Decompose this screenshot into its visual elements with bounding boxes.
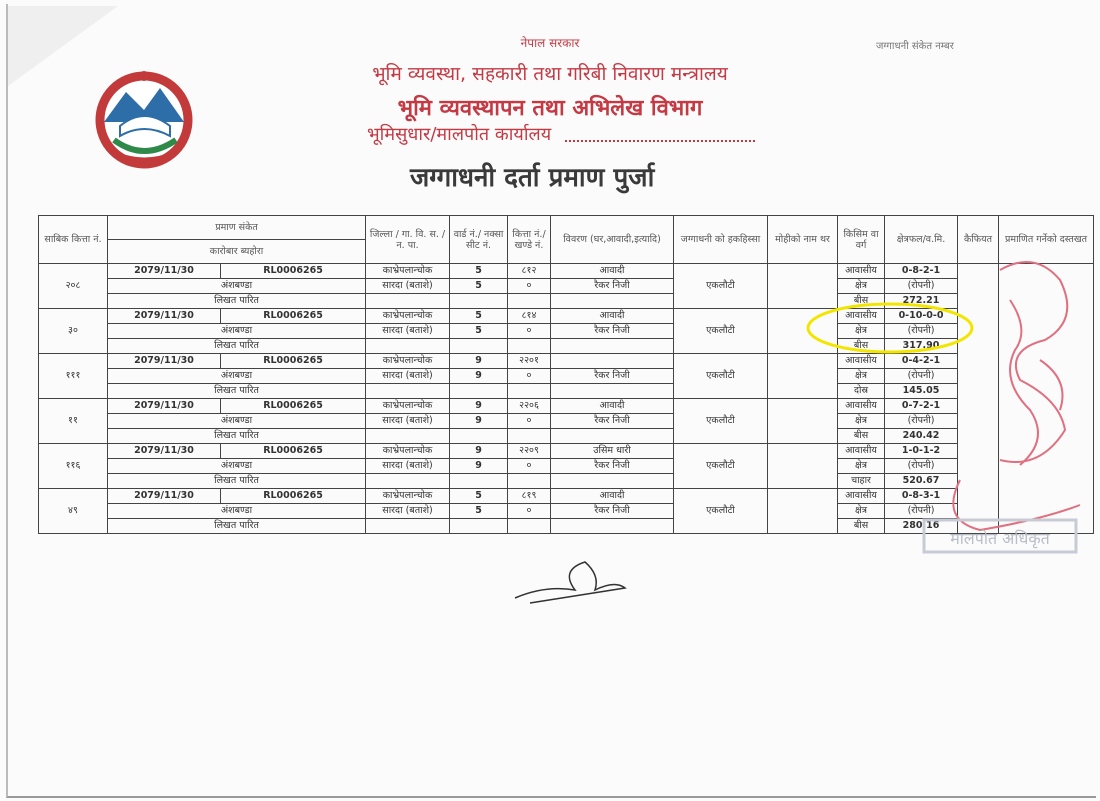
vdc-cell: सारदा (बताशे) bbox=[366, 279, 450, 294]
empty-cell bbox=[551, 339, 674, 354]
share-cell: एकलौटी bbox=[674, 309, 768, 354]
type-cell: क्षेत्र bbox=[838, 279, 885, 294]
code-cell: RL0006265 bbox=[221, 354, 366, 369]
type-cell: क्षेत्र bbox=[838, 414, 885, 429]
ward-cell: 9 bbox=[450, 399, 508, 414]
table-row bbox=[39, 459, 1094, 474]
tenant-cell bbox=[768, 309, 838, 354]
transaction-cell: लिखत पारित bbox=[108, 294, 366, 309]
empty-cell bbox=[551, 429, 674, 444]
description-cell: रैकर निजी bbox=[551, 504, 674, 519]
type-cell: बीस bbox=[838, 339, 885, 354]
ward-cell: 5 bbox=[450, 264, 508, 279]
description-cell: आवादी bbox=[551, 399, 674, 414]
tenant-cell bbox=[768, 489, 838, 534]
share-cell: एकलौटी bbox=[674, 354, 768, 399]
table-row bbox=[39, 444, 1094, 459]
header-proof-code: प्रमाण संकेत bbox=[108, 216, 366, 240]
table-row bbox=[39, 354, 1094, 369]
area-cell: 0-8-2-1 bbox=[885, 264, 958, 279]
table-row bbox=[39, 264, 1094, 279]
header-remarks: कैफियत bbox=[958, 216, 999, 264]
transaction-cell: लिखत पारित bbox=[108, 384, 366, 399]
area-cell: (रोपनी) bbox=[885, 414, 958, 429]
vdc-cell: सारदा (बताशे) bbox=[366, 414, 450, 429]
kitta-cell: ० bbox=[508, 324, 551, 339]
type-cell: क्षेत्र bbox=[838, 369, 885, 384]
district-cell: काभ्रेपलान्चोक bbox=[366, 489, 450, 504]
ward-cell: 9 bbox=[450, 459, 508, 474]
transaction-cell: लिखत पारित bbox=[108, 339, 366, 354]
district-cell: काभ्रेपलान्चोक bbox=[366, 399, 450, 414]
description-cell: रैकर निजी bbox=[551, 414, 674, 429]
share-cell: एकलौटी bbox=[674, 489, 768, 534]
date-cell: 2079/11/30 bbox=[108, 399, 221, 414]
area-cell: (रोपनी) bbox=[885, 459, 958, 474]
kitta-cell: २२०९ bbox=[508, 444, 551, 459]
transaction-cell: लिखत पारित bbox=[108, 519, 366, 534]
date-cell: 2079/11/30 bbox=[108, 354, 221, 369]
type-cell: आवासीय bbox=[838, 444, 885, 459]
type-cell: आवासीय bbox=[838, 309, 885, 324]
table-row bbox=[39, 294, 1094, 309]
header-transaction: कारोबार ब्यहोरा bbox=[108, 240, 366, 264]
remarks-cell bbox=[958, 264, 999, 534]
empty-cell bbox=[450, 429, 508, 444]
header-type: किसिम वा वर्ग bbox=[838, 216, 885, 264]
table-row bbox=[39, 309, 1094, 324]
header-tenant: मोहीको नाम थर bbox=[768, 216, 838, 264]
vdc-cell: सारदा (बताशे) bbox=[366, 459, 450, 474]
header-kitta: कित्ता नं./ खण्डे नं. bbox=[508, 216, 551, 264]
district-cell: काभ्रेपलान्चोक bbox=[366, 354, 450, 369]
date-cell: 2079/11/30 bbox=[108, 309, 221, 324]
type-cell: बीस bbox=[838, 519, 885, 534]
area-cell: 0-4-2-1 bbox=[885, 354, 958, 369]
header-area: क्षेत्रफल/व.मि. bbox=[885, 216, 958, 264]
document-title: जग्गाधनी दर्ता प्रमाण पुर्जा bbox=[410, 163, 655, 193]
table-row bbox=[39, 429, 1094, 444]
tenant-cell bbox=[768, 444, 838, 489]
description-cell: रैकर निजी bbox=[551, 324, 674, 339]
empty-cell bbox=[508, 384, 551, 399]
table-row bbox=[39, 414, 1094, 429]
kitta-cell: ० bbox=[508, 369, 551, 384]
sabik-kitta-cell: ३० bbox=[39, 309, 108, 354]
description-cell: आवादी bbox=[551, 489, 674, 504]
table-row bbox=[39, 399, 1094, 414]
empty-cell bbox=[366, 519, 450, 534]
type-cell: क्षेत्र bbox=[838, 459, 885, 474]
kitta-cell: ० bbox=[508, 279, 551, 294]
ward-cell: 5 bbox=[450, 279, 508, 294]
ward-cell: 9 bbox=[450, 414, 508, 429]
transaction-cell: अंशबण्डा bbox=[108, 369, 366, 384]
type-cell: बीस bbox=[838, 429, 885, 444]
code-cell: RL0006265 bbox=[221, 264, 366, 279]
empty-cell bbox=[551, 294, 674, 309]
empty-cell bbox=[450, 519, 508, 534]
area-cell: (रोपनी) bbox=[885, 279, 958, 294]
type-cell: बीस bbox=[838, 294, 885, 309]
signature-cell bbox=[999, 264, 1094, 534]
date-cell: 2079/11/30 bbox=[108, 264, 221, 279]
empty-cell bbox=[508, 339, 551, 354]
empty-cell bbox=[450, 474, 508, 489]
code-cell: RL0006265 bbox=[221, 309, 366, 324]
type-cell: चाहार bbox=[838, 474, 885, 489]
area-cell: (रोपनी) bbox=[885, 324, 958, 339]
corner-note: जग्गाधनी संकेत नम्बर bbox=[876, 41, 954, 52]
area-cell: 145.05 bbox=[885, 384, 958, 399]
transaction-cell: अंशबण्डा bbox=[108, 459, 366, 474]
kitta-cell: ० bbox=[508, 414, 551, 429]
type-cell: क्षेत्र bbox=[838, 504, 885, 519]
empty-cell bbox=[551, 384, 674, 399]
type-cell: आवासीय bbox=[838, 489, 885, 504]
header-ward: वार्ड नं./ नक्सा सीट नं. bbox=[450, 216, 508, 264]
date-cell: 2079/11/30 bbox=[108, 489, 221, 504]
kitta-cell: २२०१ bbox=[508, 354, 551, 369]
area-cell: 317.90 bbox=[885, 339, 958, 354]
type-cell: क्षेत्र bbox=[838, 324, 885, 339]
table-row bbox=[39, 489, 1094, 504]
empty-cell bbox=[508, 474, 551, 489]
transaction-cell: अंशबण्डा bbox=[108, 324, 366, 339]
empty-cell bbox=[450, 384, 508, 399]
code-cell: RL0006265 bbox=[221, 489, 366, 504]
government-label: नेपाल सरकार bbox=[520, 36, 580, 50]
ward-cell: 5 bbox=[450, 324, 508, 339]
area-cell: 0-10-0-0 bbox=[885, 309, 958, 324]
description-cell: आवादी bbox=[551, 264, 674, 279]
empty-cell bbox=[508, 294, 551, 309]
transaction-cell: अंशबण्डा bbox=[108, 414, 366, 429]
empty-cell bbox=[366, 384, 450, 399]
tenant-cell bbox=[768, 264, 838, 309]
table-row bbox=[39, 369, 1094, 384]
department-name: भूमि व्यवस्थापन तथा अभिलेख विभाग bbox=[397, 96, 703, 121]
kitta-cell: ८१२ bbox=[508, 264, 551, 279]
vdc-cell: सारदा (बताशे) bbox=[366, 369, 450, 384]
sabik-kitta-cell: ११६ bbox=[39, 444, 108, 489]
empty-cell bbox=[366, 294, 450, 309]
vdc-cell: सारदा (बताशे) bbox=[366, 504, 450, 519]
kitta-cell: ० bbox=[508, 459, 551, 474]
description-cell: आवादी bbox=[551, 309, 674, 324]
table-row bbox=[39, 324, 1094, 339]
header-sabik-kitta: साबिक कित्ता नं. bbox=[39, 216, 108, 264]
empty-cell bbox=[450, 339, 508, 354]
header-district: जिल्ला / गा. वि. स. / न. पा. bbox=[366, 216, 450, 264]
ward-cell: 9 bbox=[450, 369, 508, 384]
empty-cell bbox=[366, 429, 450, 444]
area-cell: 1-0-1-2 bbox=[885, 444, 958, 459]
tenant-cell bbox=[768, 354, 838, 399]
empty-cell bbox=[366, 339, 450, 354]
transaction-cell: लिखत पारित bbox=[108, 429, 366, 444]
empty-cell bbox=[551, 519, 674, 534]
transaction-cell: अंशबण्डा bbox=[108, 279, 366, 294]
empty-cell bbox=[551, 474, 674, 489]
ministry-name: भूमि व्यवस्था, सहकारी तथा गरिबी निवारण मन्त्रालय bbox=[372, 63, 728, 85]
area-cell: 0-7-2-1 bbox=[885, 399, 958, 414]
description-cell bbox=[551, 354, 674, 369]
type-cell: आवासीय bbox=[838, 354, 885, 369]
ward-cell: 9 bbox=[450, 444, 508, 459]
share-cell: एकलौटी bbox=[674, 399, 768, 444]
district-cell: काभ्रेपलान्चोक bbox=[366, 309, 450, 324]
transaction-cell: अंशबण्डा bbox=[108, 504, 366, 519]
kitta-cell: २२०६ bbox=[508, 399, 551, 414]
land-register-table bbox=[38, 215, 1094, 534]
kitta-cell: ० bbox=[508, 504, 551, 519]
area-cell: 520.67 bbox=[885, 474, 958, 489]
table-row bbox=[39, 279, 1094, 294]
area-cell: 272.21 bbox=[885, 294, 958, 309]
description-cell: उसिम धारी bbox=[551, 444, 674, 459]
description-cell: रैकर निजी bbox=[551, 279, 674, 294]
description-cell: रैकर निजी bbox=[551, 369, 674, 384]
office-fill-line bbox=[565, 140, 755, 142]
ward-cell: 9 bbox=[450, 354, 508, 369]
transaction-cell: लिखत पारित bbox=[108, 474, 366, 489]
kitta-cell: ८१९ bbox=[508, 489, 551, 504]
code-cell: RL0006265 bbox=[221, 399, 366, 414]
header-signature: प्रमाणित गर्नेको दस्तखत bbox=[999, 216, 1094, 264]
empty-cell bbox=[366, 474, 450, 489]
ward-cell: 5 bbox=[450, 489, 508, 504]
tenant-cell bbox=[768, 399, 838, 444]
sabik-kitta-cell: १११ bbox=[39, 354, 108, 399]
ward-cell: 5 bbox=[450, 309, 508, 324]
area-cell: (रोपनी) bbox=[885, 504, 958, 519]
table-row bbox=[39, 384, 1094, 399]
area-cell: (रोपनी) bbox=[885, 369, 958, 384]
district-cell: काभ्रेपलान्चोक bbox=[366, 264, 450, 279]
type-cell: दोस्र bbox=[838, 384, 885, 399]
area-cell: 280.16 bbox=[885, 519, 958, 534]
district-cell: काभ्रेपलान्चोक bbox=[366, 444, 450, 459]
ward-cell: 5 bbox=[450, 504, 508, 519]
empty-cell bbox=[450, 294, 508, 309]
sabik-kitta-cell: ४९ bbox=[39, 489, 108, 534]
date-cell: 2079/11/30 bbox=[108, 444, 221, 459]
sabik-kitta-cell: २०८ bbox=[39, 264, 108, 309]
nepal-emblem-icon bbox=[86, 62, 202, 172]
code-cell: RL0006265 bbox=[221, 444, 366, 459]
sabik-kitta-cell: ११ bbox=[39, 399, 108, 444]
table-row bbox=[39, 474, 1094, 489]
area-cell: 240.42 bbox=[885, 429, 958, 444]
type-cell: आवासीय bbox=[838, 399, 885, 414]
svg-text:मालपोत अधिकृत: मालपोत अधिकृत bbox=[950, 529, 1050, 548]
empty-cell bbox=[508, 519, 551, 534]
share-cell: एकलौटी bbox=[674, 264, 768, 309]
share-cell: एकलौटी bbox=[674, 444, 768, 489]
empty-cell bbox=[508, 429, 551, 444]
vdc-cell: सारदा (बताशे) bbox=[366, 324, 450, 339]
description-cell: रैकर निजी bbox=[551, 459, 674, 474]
header-description: विवरण (घर,आवादी,इत्यादि) bbox=[551, 216, 674, 264]
area-cell: 0-8-3-1 bbox=[885, 489, 958, 504]
table-row bbox=[39, 339, 1094, 354]
type-cell: आवासीय bbox=[838, 264, 885, 279]
kitta-cell: ८१४ bbox=[508, 309, 551, 324]
table-row bbox=[39, 519, 1094, 534]
office-name: भूमिसुधार/मालपोत कार्यालय bbox=[367, 124, 552, 145]
table-row bbox=[39, 504, 1094, 519]
header-share: जग्गाधनी को हकहिस्सा bbox=[674, 216, 768, 264]
